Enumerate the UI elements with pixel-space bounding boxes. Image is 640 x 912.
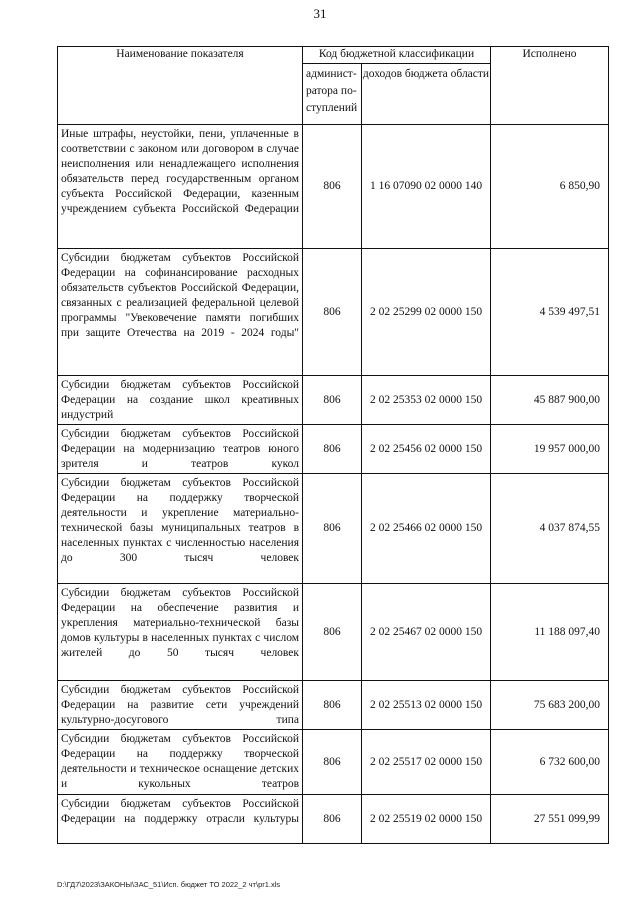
executed-amount: 4 037 874,55 <box>491 474 609 584</box>
page-number: 31 <box>313 6 327 21</box>
executed-amount: 11 188 097,40 <box>491 584 609 681</box>
header-indicator-name: Наименование показателя <box>58 47 303 125</box>
administrator-code: 806 <box>303 584 362 681</box>
indicator-name: Субсидии бюджетам субъектов Российской Федерации на обеспечение развития и укрепления материально-технической базы домов культуры в населенных пунктах с числом жителей до 50 тысяч человек <box>58 584 303 681</box>
header-budget-classification-code: Код бюджетной классификации <box>303 47 491 64</box>
indicator-name: Субсидии бюджетам субъектов Российской Федерации на софинансирование расходных обязательств субъектов Российской Федерации, связанных с реализацией федеральной целевой программы "Увековечение памяти погибших при защите Отечества на 2019 - 2024 годы" <box>58 249 303 376</box>
table-row <box>58 474 609 584</box>
table-row <box>58 249 609 376</box>
header-executed: Исполнено <box>491 47 609 125</box>
executed-amount: 6 732 600,00 <box>491 730 609 795</box>
executed-amount: 6 850,90 <box>491 125 609 249</box>
table-row <box>58 425 609 474</box>
table-row <box>58 376 609 425</box>
budget-execution-table <box>57 46 609 844</box>
indicator-name: Субсидии бюджетам субъектов Российской Федерации на модернизацию театров юного зрителя и театров кукол <box>58 425 303 474</box>
administrator-code: 806 <box>303 730 362 795</box>
indicator-name: Иные штрафы, неустойки, пени, уплаченные в соответствии с законом или договором в случае неисполнения или ненадлежащего исполнения обязательств перед государственным органом субъекта Российской Федерации, казенным учреждением субъекта Российской Федерации <box>58 125 303 249</box>
table-row <box>58 125 609 249</box>
file-path-footer: D:\ГД7\2023\ЗАКОНЫ\ЗАС_51\Исп. бюджет ТО 2022_2 чт\pr1.xls <box>57 880 281 889</box>
indicator-name: Субсидии бюджетам субъектов Российской Федерации на поддержку творческой деятельности и техническое оснащение детских и кукольных театров <box>58 730 303 795</box>
income-code: 2 02 25456 02 0000 150 <box>362 425 491 474</box>
administrator-code: 806 <box>303 795 362 844</box>
administrator-code: 806 <box>303 425 362 474</box>
administrator-code: 806 <box>303 125 362 249</box>
income-code: 2 02 25466 02 0000 150 <box>362 474 491 584</box>
administrator-code: 806 <box>303 249 362 376</box>
executed-amount: 27 551 099,99 <box>491 795 609 844</box>
table-row <box>58 681 609 730</box>
indicator-name: Субсидии бюджетам субъектов Российской Федерации на развитие сети учреждений культурно-досугового типа <box>58 681 303 730</box>
executed-amount: 4 539 497,51 <box>491 249 609 376</box>
income-code: 2 02 25467 02 0000 150 <box>362 584 491 681</box>
income-code: 2 02 25299 02 0000 150 <box>362 249 491 376</box>
executed-amount: 75 683 200,00 <box>491 681 609 730</box>
header-regional-budget-income: доходов бюджета области <box>362 64 491 125</box>
executed-amount: 19 957 000,00 <box>491 425 609 474</box>
header-revenue-administrator: админист-ратора по-ступлений <box>303 64 362 125</box>
administrator-code: 806 <box>303 681 362 730</box>
income-code: 2 02 25517 02 0000 150 <box>362 730 491 795</box>
executed-amount: 45 887 900,00 <box>491 376 609 425</box>
indicator-name: Субсидии бюджетам субъектов Российской Федерации на создание школ креативных индустрий <box>58 376 303 425</box>
table-row <box>58 584 609 681</box>
income-code: 2 02 25513 02 0000 150 <box>362 681 491 730</box>
indicator-name: Субсидии бюджетам субъектов Российской Федерации на поддержку отрасли культуры <box>58 795 303 844</box>
income-code: 2 02 25353 02 0000 150 <box>362 376 491 425</box>
table-row <box>58 795 609 844</box>
income-code: 1 16 07090 02 0000 140 <box>362 125 491 249</box>
income-code: 2 02 25519 02 0000 150 <box>362 795 491 844</box>
table-row <box>58 730 609 795</box>
administrator-code: 806 <box>303 474 362 584</box>
indicator-name: Субсидии бюджетам субъектов Российской Федерации на поддержку творческой деятельности и укрепление материально-технической базы муниципальных театров в населенных пунктах с численностью населения до 300 тысяч человек <box>58 474 303 584</box>
administrator-code: 806 <box>303 376 362 425</box>
